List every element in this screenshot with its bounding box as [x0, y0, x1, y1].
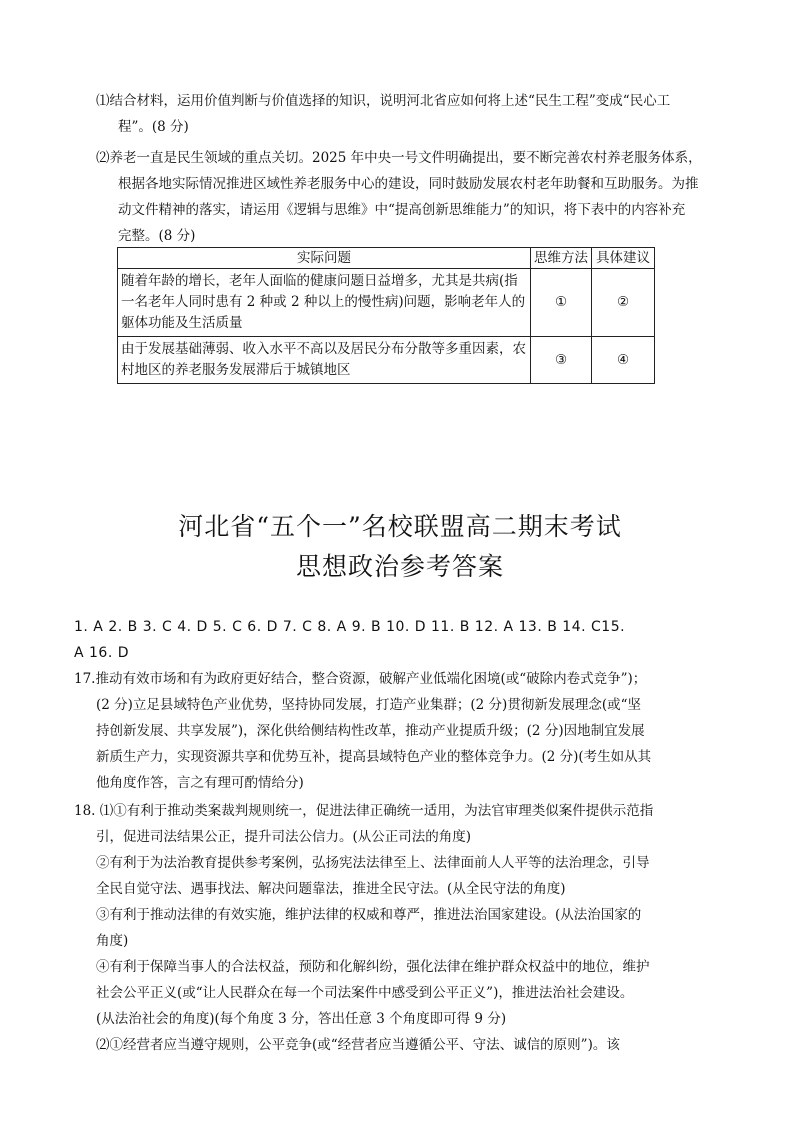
mc-answers-line-2: A 16. D [74, 645, 130, 661]
q18-line-2: 引，促进司法结果公正，提升司法公信力。(从公正司法的角度) [96, 829, 472, 845]
q18-line-5: ③有利于推动法律的有效实施，维护法律的权威和尊严，推进法治国家建设。(从法治国家的 [96, 907, 642, 923]
q18-line-9: (从法治社会的角度)(每个角度 3 分，答出任意 3 个角度即可得 9 分) [96, 1011, 507, 1027]
method-blank: ③ [531, 337, 592, 384]
q17-line-5: 他角度作答，言之有理可酌情给分) [96, 775, 304, 791]
mc-answers-line-1: 1. A 2. B 3. C 4. D 5. C 6. D 7. C 8. A 9. B 10. D 11. B 12. A 13. B 14. C15. [74, 619, 626, 635]
q17-line-4: 新质生产力，实现资源共享和优势互补，提高县域特色产业的整体竞争力。(2 分)(考生如从其 [96, 749, 652, 765]
header-problem: 实际问题 [118, 248, 531, 269]
method-blank: ① [531, 269, 592, 337]
q18-line-6: 角度) [96, 933, 129, 949]
question-2-line-4: 完整。(8 分) [118, 228, 196, 244]
table-row [118, 337, 655, 384]
thinking-methods-table [117, 247, 655, 384]
table-row [118, 269, 655, 337]
question-2-line-2: 根据各地实际情况推进区域性养老服务中心的建设，同时鼓励发展农村老年助餐和互助服务。为推 [118, 176, 699, 192]
problem-cell: 由于发展基础薄弱、收入水平不高以及居民分布分散等多重因素，农村地区的养老服务发展滞后于城镇地区 [118, 337, 531, 384]
question-1-line-1: ⑴结合材料，运用价值判断与价值选择的知识，说明河北省应如何将上述“民生工程”变成“民心工 [96, 93, 671, 109]
q18-line-1: 18. ⑴①有利于推动类案裁判规则统一，促进法律正确统一适用，为法官审理类似案件提供示范指 [74, 803, 654, 819]
problem-cell: 随着年龄的增长，老年人面临的健康问题日益增多，尤其是共病(指一名老年人同时患有 2 种或 2 种以上的慢性病)问题，影响老年人的躯体功能及生活质量 [118, 269, 531, 337]
header-method: 思维方法 [531, 248, 592, 269]
q18-line-8: 社会公平正义(或“让人民群众在每一个司法案件中感受到公平正义”)，推进法治社会建设。 [96, 985, 634, 1001]
q18-line-7: ④有利于保障当事人的合法权益，预防和化解纠纷，强化法律在维护群众权益中的地位，维护 [96, 959, 650, 975]
q18-line-4: 全民自觉守法、遇事找法、解决问题靠法，推进全民守法。(从全民守法的角度) [96, 881, 566, 897]
question-1-line-2: 程”。(8 分) [118, 119, 189, 135]
suggestion-blank: ④ [592, 337, 655, 384]
answers-title: 河北省“五个一”名校联盟高二期末考试 [178, 512, 622, 541]
q17-line-3: 持创新发展、共享发展”)，深化供给侧结构性改革，推动产业提质升级；(2 分)因地制宜发展 [96, 723, 645, 739]
table-header-row [118, 248, 655, 269]
question-2-line-1: ⑵养老一直是民生领域的重点关切。2025 年中央一号文件明确提出，要不断完善农村养老服务体系， [96, 150, 702, 166]
q18-line-3: ②有利于为法治教育提供参考案例，弘扬宪法法律至上、法律面前人人平等的法治理念，引导 [96, 855, 650, 871]
q18-line-10: ⑵①经营者应当遵守规则，公平竞争(或“经营者应当遵循公平、守法、诚信的原则”)。该 [96, 1037, 620, 1053]
q17-line-2: (2 分)立足县域特色产业优势，坚持协同发展，打造产业集群；(2 分)贯彻新发展理念(或“坚 [96, 697, 641, 713]
suggestion-blank: ② [592, 269, 655, 337]
answers-subtitle: 思想政治参考答案 [295, 552, 504, 581]
q17-line-1: 17.推动有效市场和有为政府更好结合，整合资源，破解产业低端化困境(或“破除内卷式竞争”)； [74, 671, 647, 687]
header-suggestion: 具体建议 [592, 248, 655, 269]
question-2-line-3: 动文件精神的落实，请运用《逻辑与思维》中“提高创新思维能力”的知识，将下表中的内容补充 [118, 202, 686, 218]
